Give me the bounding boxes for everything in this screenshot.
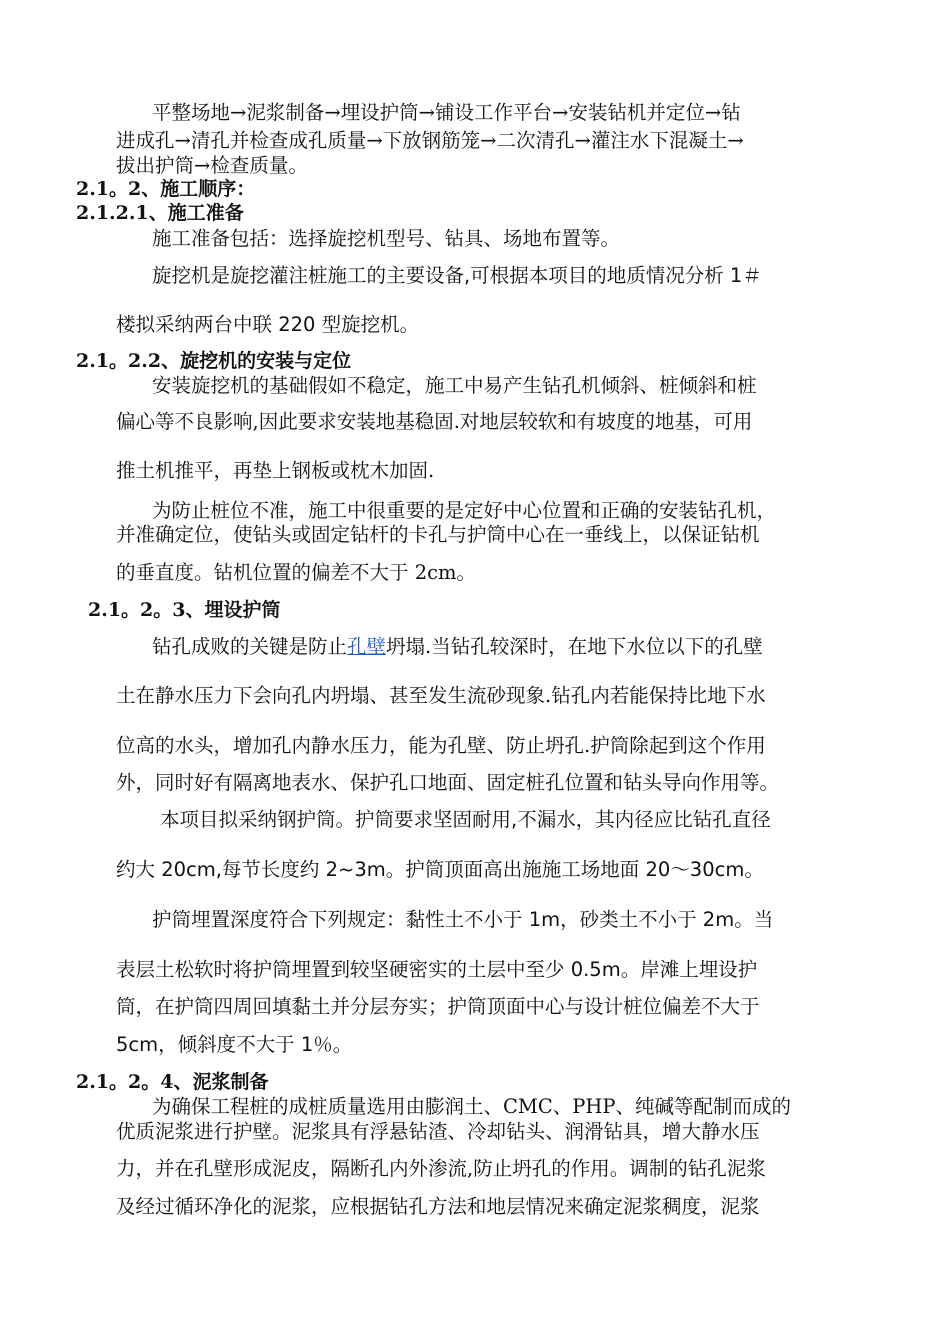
paragraph-line: 为防止桩位不准，施工中很重要的是定好中心位置和正确的安装钻孔机，	[152, 499, 777, 522]
paragraph-line: 的垂直度。钻机位置的偏差不大于 2cm。	[116, 561, 477, 584]
hyperlink-kongbi[interactable]: 孔壁	[347, 635, 387, 658]
text-run: 钻孔成败的关键是防止	[152, 635, 348, 658]
text-run: 坍塌.当钻孔较深时，在地下水位以下的孔壁	[386, 635, 763, 658]
section-heading: 2.1。2。3、埋设护筒	[88, 599, 281, 621]
paragraph-line: 力，并在孔壁形成泥皮，隔断孔内外渗流,防止坍孔的作用。调制的钻孔泥浆	[116, 1157, 766, 1180]
paragraph-line: 外，同时好有隔离地表水、保护孔口地面、固定桩孔位置和钻头导向作用等。	[116, 771, 780, 794]
paragraph-line: 5cm，倾斜度不大于 1％。	[116, 1033, 353, 1056]
paragraph-line: 表层土松软时将护筒埋置到较坚硬密实的土层中至少 0.5m。岸滩上埋设护	[116, 958, 758, 981]
paragraph-line: 优质泥浆进行护壁。泥浆具有浮悬钻渣、冷却钻头、润滑钻具，增大静水压	[116, 1120, 760, 1143]
paragraph-line: 土在静水压力下会向孔内坍塌、甚至发生流砂现象.钻孔内若能保持比地下水	[116, 684, 766, 707]
section-heading: 2.1.2.1、施工准备	[76, 202, 244, 224]
paragraph-line: 施工准备包括：选择旋挖机型号、钻具、场地布置等。	[152, 227, 621, 250]
paragraph-line: 进成孔→清孔并检查成孔质量→下放钢筋笼→二次清孔→灌注水下混凝土→	[116, 129, 744, 152]
paragraph-line: 为确保工程桩的成桩质量选用由膨润土、CMC、PHP、纯碱等配制而成的	[152, 1095, 792, 1118]
paragraph-line: 偏心等不良影响,因此要求安装地基稳固.对地层较软和有坡度的地基，可用	[116, 410, 753, 433]
paragraph-line: 并准确定位，使钻头或固定钻杆的卡孔与护筒中心在一垂线上，以保证钻机	[116, 523, 760, 546]
paragraph-line: 平整场地→泥浆制备→埋设护筒→铺设工作平台→安装钻机并定位→钻	[152, 101, 741, 124]
paragraph-line: 安装旋挖机的基础假如不稳定，施工中易产生钻孔机倾斜、桩倾斜和桩	[152, 374, 757, 397]
paragraph-line: 护筒埋置深度符合下列规定：黏性土不小于 1m，砂类土不小于 2m。当	[152, 908, 774, 931]
section-heading: 2.1。2.2、旋挖机的安装与定位	[76, 350, 352, 372]
paragraph-line: 推土机推平，再垫上钢板或枕木加固.	[116, 459, 435, 482]
paragraph-line: 位高的水头，增加孔内静水压力，能为孔壁、防止坍孔.护筒除起到这个作用	[116, 734, 766, 757]
paragraph-line: 楼拟采纳两台中联 220 型旋挖机。	[116, 313, 420, 336]
paragraph-line: 约大 20cm,每节长度约 2~3m。护筒顶面高出施施工场地面 20～30cm。	[116, 858, 764, 881]
paragraph-line: 旋挖机是旋挖灌注桩施工的主要设备,可根据本项目的地质情况分析 1＃	[152, 264, 762, 287]
paragraph-line: 本项目拟采纳钢护筒。护筒要求坚固耐用,不漏水，其内径应比钻孔直径	[160, 808, 771, 831]
paragraph-line: 筒，在护筒四周回填黏土并分层夯实；护筒顶面中心与设计桩位偏差不大于	[116, 995, 760, 1018]
section-heading: 2.1。2。4、泥浆制备	[76, 1071, 269, 1093]
section-heading: 2.1。2、施工顺序：	[76, 178, 256, 200]
paragraph-line: 及经过循环净化的泥浆，应根据钻孔方法和地层情况来确定泥浆稠度，泥浆	[116, 1195, 760, 1218]
paragraph-line: 拔出护筒→检查质量。	[116, 154, 308, 177]
paragraph-line	[152, 635, 763, 659]
